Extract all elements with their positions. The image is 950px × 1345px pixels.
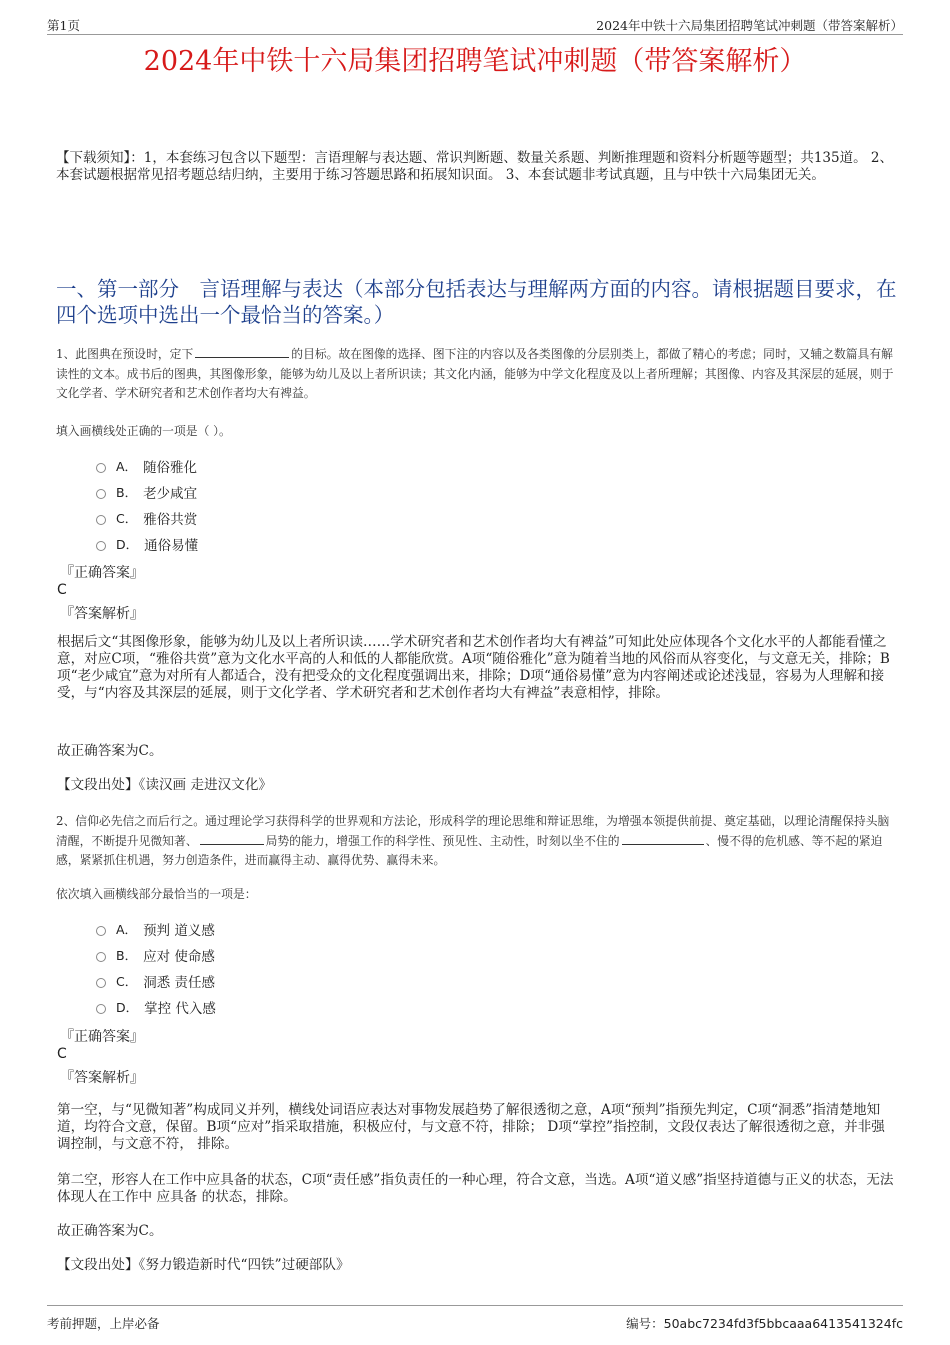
- question-2-prompt: 依次填入画横线部分最恰当的一项是：: [56, 887, 257, 901]
- question-2-source: 【文段出处】《努力锻造新时代“四铁”过硬部队》: [57, 1257, 350, 1273]
- download-notice: 【下载须知】：1，本套练习包含以下题型：言语理解与表达题、常识判断题、数量关系题、判断推理题和资料分析题等题型；共135道。 2、本套试题根据常见招考题总结归纳，主要用于练习答题思路和拓展知识面。 3、本套试题非考试真题，且与中铁十六局集团无关。: [56, 150, 893, 183]
- correct-answer-value: C: [57, 582, 67, 598]
- question-1-explanation: 根据后文“其图像形象，能够为幼儿及以上者所识读……学术研究者和艺术创作者均大有裨益”可知此处应体现各个文化水平的人都能看懂之意，对应C项，“雅俗共赏”意为文化水平高的人和低的人都能欣赏。A项“随俗雅化”意为随着当地的风俗而从容变化，与文意无关，排除；B项“老少咸宜”意为对所有人都适合，没有把受众的文化程度强调出来，排除；D项“通俗易懂”意为内容阐述或论述浅显，容易为人理解和接受，与“内容及其深层的延展，则于文化学者、学术研究者和艺术创作者均大有裨益”表意相悖，排除。: [57, 634, 890, 701]
- option-b[interactable]: B． 老少咸宜: [96, 479, 198, 505]
- option-c[interactable]: C． 雅俗共赏: [96, 505, 198, 531]
- question-1-stem: [56, 345, 901, 404]
- question-1-source: 【文段出处】《读汉画 走进汉文化》: [57, 777, 273, 793]
- option-b[interactable]: B． 应对 使命感: [96, 942, 216, 968]
- question-1-prompt: 填入画横线处正确的一项是（ ）。: [56, 424, 231, 438]
- radio-icon[interactable]: [96, 978, 106, 988]
- explanation-label: 『答案解析』: [60, 1070, 144, 1086]
- option-a[interactable]: A． 随俗雅化: [96, 453, 198, 479]
- header-doc-title: 2024年中铁十六局集团招聘笔试冲刺题（带答案解析）: [596, 18, 903, 33]
- question-2-stem: 2、信仰必先信之而后行之。通过理论学习获得科学的世界观和方法论，形成科学的理论思维和辩证思维，为增强本领提供前提、奠定基础，以理论清醒保持头脑清醒，不断提升见微知著、 局势的能力，增强工作的科学性、预见性、主动性，时刻以坐不住的 、慢不得的危机感、等不起的紧迫感，紧紧抓住机遇，努力创造条件，进而赢得主动、赢得优势、赢得未来。: [56, 814, 890, 867]
- footer-slogan: 考前押题，上岸必备: [47, 1316, 160, 1331]
- fill-blank: [622, 834, 704, 845]
- option-d[interactable]: D． 掌控 代入感: [96, 994, 216, 1020]
- radio-icon[interactable]: [96, 1004, 106, 1014]
- correct-answer-label: 『正确答案』: [60, 565, 144, 581]
- question-1-conclusion: 故正确答案为C。: [57, 743, 163, 759]
- radio-icon[interactable]: [96, 489, 106, 499]
- option-a[interactable]: A． 预判 道义感: [96, 916, 216, 942]
- radio-icon[interactable]: [96, 926, 106, 936]
- footer-code: 编号：50abc7234fd3f5bbcaaa6413541324fc: [626, 1316, 903, 1331]
- radio-icon[interactable]: [96, 952, 106, 962]
- section-title: 一、第一部分 言语理解与表达（本部分包括表达与理解两方面的内容。请根据题目要求，在四个选项中选出一个最恰当的答案。）: [56, 277, 897, 327]
- radio-icon[interactable]: [96, 515, 106, 525]
- correct-answer-value: C: [57, 1046, 67, 1062]
- fill-blank: [200, 834, 264, 845]
- radio-icon[interactable]: [96, 463, 106, 473]
- question-1-text-after: 的目标。故在图像的选择、图下注的内容以及各类图像的分层别类上，都做了精心的考虑；同时，又辅之数篇具有解读性的文本。成书后的图典，其图像形象，能够为幼儿及以上者所识读；其文化内涵，能够为中学文化程度及以上者所理解；其图像、内容及其深层的延展，则于文化学者、学术研究者和艺术创作者均大有裨益。: [56, 347, 894, 400]
- page-footer: [47, 1305, 903, 1331]
- document-title: 2024年中铁十六局集团招聘笔试冲刺题（带答案解析）: [143, 46, 807, 77]
- page-header: [47, 14, 903, 35]
- option-c[interactable]: C． 洞悉 责任感: [96, 968, 216, 994]
- radio-icon[interactable]: [96, 541, 106, 551]
- question-2-options: [96, 916, 216, 1020]
- question-2-explanation-1: 第一空，与“见微知著”构成同义并列，横线处词语应表达对事物发展趋势了解很透彻之意，A项“预判”指预先判定，C项“洞悉”指清楚地知道，均符合文意，保留。B项“应对”指采取措施，积极应付，与文意不符，排除； D项“掌控”指控制，文段仅表达了解很透彻之意，并非强调控制，与文意不符， 排除。: [57, 1102, 885, 1152]
- question-2-explanation-2: 第二空，形容人在工作中应具备的状态，C项“责任感”指负责任的一种心理，符合文意，当选。A项“道义感”指坚持道德与正义的状态，无法体现人在工作中 应具备 的状态，排除。: [57, 1172, 894, 1205]
- fill-blank: [195, 347, 289, 358]
- page-number: 第1页: [47, 18, 80, 33]
- explanation-label: 『答案解析』: [60, 606, 144, 622]
- question-1-text-before: 1、此图典在预设时，定下: [56, 347, 194, 361]
- correct-answer-label: 『正确答案』: [60, 1029, 144, 1045]
- question-1-options: [96, 453, 198, 557]
- option-d[interactable]: D． 通俗易懂: [96, 531, 198, 557]
- question-2-conclusion: 故正确答案为C。: [57, 1223, 163, 1239]
